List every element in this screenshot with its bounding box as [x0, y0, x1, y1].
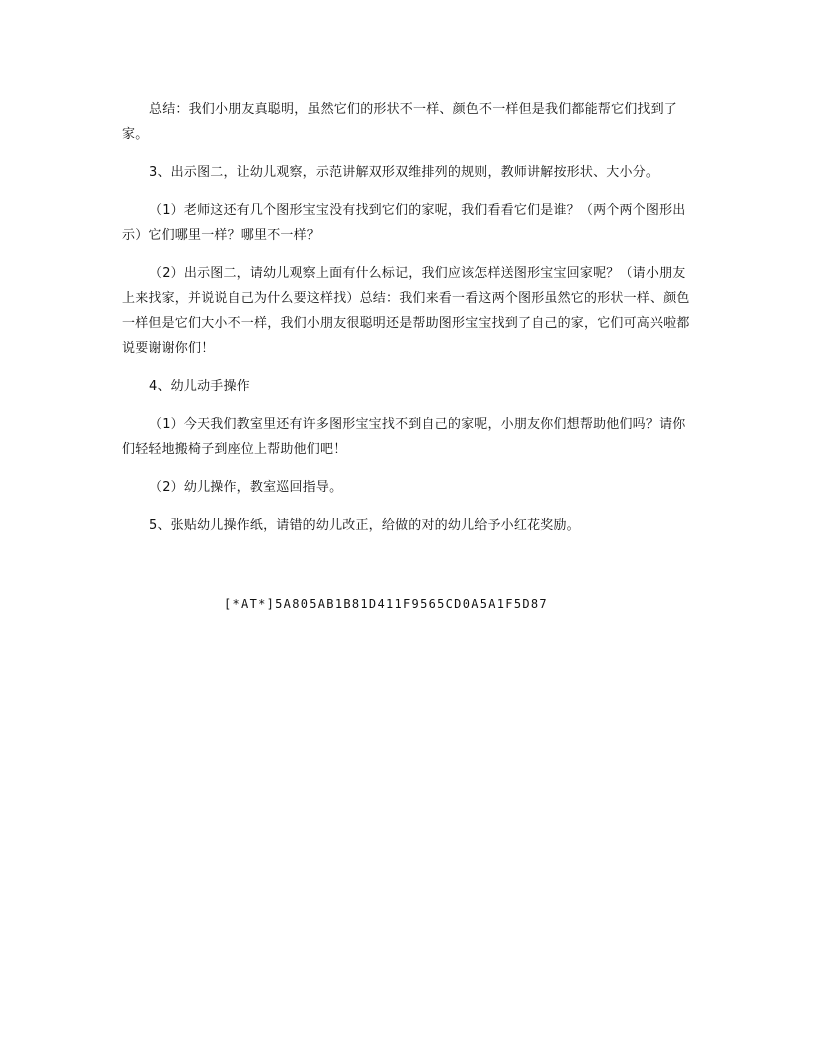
step-3-paragraph: 3、出示图二，让幼儿观察，示范讲解双形双维排列的规则，教师讲解按形状、大小分。: [149, 165, 660, 180]
step-4-sub-1-paragraph: （1）今天我们教室里还有许多图形宝宝找不到自己的家呢，小朋友你们想帮助他们吗？请你们轻轻地搬椅子到座位上帮助他们吧！: [122, 417, 686, 457]
document-body: [122, 97, 698, 538]
step-3-sub-2-paragraph: （2）出示图二，请幼儿观察上面有什么标记，我们应该怎样送图形宝宝回家呢？（请小朋友上来找家，并说说自己为什么要这样找）总结：我们来看一看这两个图形虽然它的形状一样、颜色一样但是它们大小不一样，我们小朋友很聪明还是帮助图形宝宝找到了自己的家，它们可高兴啦都说要谢谢你们！: [122, 266, 690, 356]
step-4-sub-2-paragraph: （2）幼儿操作，教室巡回指导。: [149, 480, 343, 495]
summary-paragraph: 总结：我们小朋友真聪明，虽然它们的形状不一样、颜色不一样但是我们都能帮它们找到了家。: [122, 102, 678, 142]
step-4-heading: 4、幼儿动手操作: [149, 379, 250, 394]
step-3-sub-1-paragraph: （1）老师这还有几个图形宝宝没有找到它们的家呢，我们看看它们是谁？（两个两个图形出示）它们哪里一样？哪里不一样？: [122, 203, 686, 243]
step-5-paragraph: 5、张贴幼儿操作纸，请错的幼儿改正，给做的对的幼儿给予小红花奖励。: [149, 518, 580, 533]
document-code: [*AT*]5A805AB1B81D411F9565CD0A5A1F5D87: [224, 597, 548, 611]
